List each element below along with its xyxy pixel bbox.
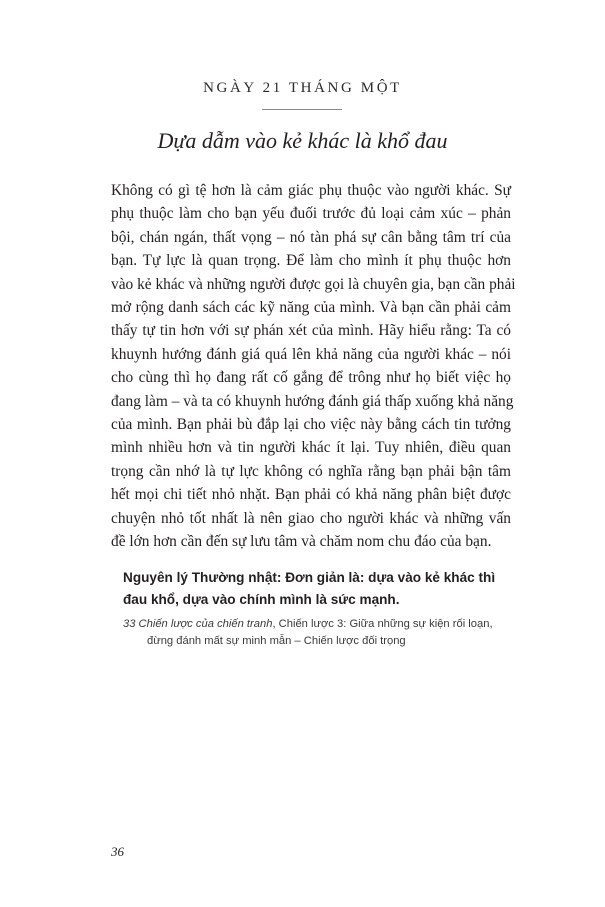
date-heading: NGÀY 21 THÁNG MỘT	[203, 80, 402, 96]
page-number: 36	[111, 844, 124, 859]
principle-line: đau khổ, dựa vào chính mình là sức mạnh.	[123, 591, 400, 607]
body-line: thấy tự tin hơn với sự phán xét của mình. Hãy hiểu rằng: Ta có	[111, 322, 511, 340]
source-citation	[123, 616, 503, 650]
citation-line	[123, 616, 503, 633]
entry-title: Dựa dẫm vào kẻ khác là khổ đau	[157, 128, 448, 153]
body-line: đề lớn hơn cần đến sự lưu tâm và chăm nom chu đáo của bạn.	[111, 533, 492, 551]
body-line: của mình. Bạn phải bù đắp lại cho việc này bằng cách tin tưởng	[111, 416, 511, 434]
body-line: đang làm – và ta có khuynh hướng đánh giá thấp xuống khả năng	[111, 392, 514, 410]
body-paragraph	[111, 179, 516, 554]
body-line: mở rộng danh sách các kỹ năng của mình. Và bạn cần phải cảm	[111, 299, 511, 317]
heading-divider	[262, 109, 342, 110]
body-line: bội, chán ngán, thất vọng – nó tàn phá sự cân bằng tâm trí của	[111, 228, 511, 246]
body-line: vào kẻ khác và những người được gọi là chuyên gia, bạn cần phải	[111, 275, 516, 293]
cited-book-title: 33 Chiến lược của chiến tranh	[123, 618, 273, 630]
body-line: mình nhiều hơn và tin người khác ít lại. Tuy nhiên, điều quan	[111, 439, 511, 457]
principle-line: Nguyên lý Thường nhật: Đơn giản là: dựa vào kẻ khác thì	[123, 570, 496, 585]
body-line: Không có gì tệ hơn là cảm giác phụ thuộc vào người khác. Sự	[111, 182, 511, 199]
daily-principle	[123, 567, 503, 610]
body-line: hết mọi chi tiết nhỏ nhặt. Bạn phải có khả năng phân biệt được	[111, 486, 511, 504]
body-line: phụ thuộc làm cho bạn yếu đuối trước đủ loại cảm xúc – phản	[111, 205, 511, 223]
citation-line: đừng đánh mất sự minh mẫn – Chiến lược đối trọng	[147, 635, 406, 647]
body-line: cho cùng thì họ đang rất cố gắng để trông như họ biết việc họ	[111, 369, 511, 387]
citation-chapter: , Chiến lược 3: Giữa những sự kiện rối loạn,	[272, 618, 493, 630]
body-line: khuynh hướng đánh giá quá lên khả năng của người khác – nói	[111, 345, 511, 363]
body-line: chuyện nhỏ tốt nhất là nên giao cho người khác và những vấn	[111, 509, 511, 527]
body-line: bạn. Tự lực là quan trọng. Để làm cho mình ít phụ thuộc hơn	[111, 252, 511, 270]
body-line: trọng cần nhớ là tự lực không có nghĩa rằng bạn phải bận tâm	[111, 462, 511, 480]
